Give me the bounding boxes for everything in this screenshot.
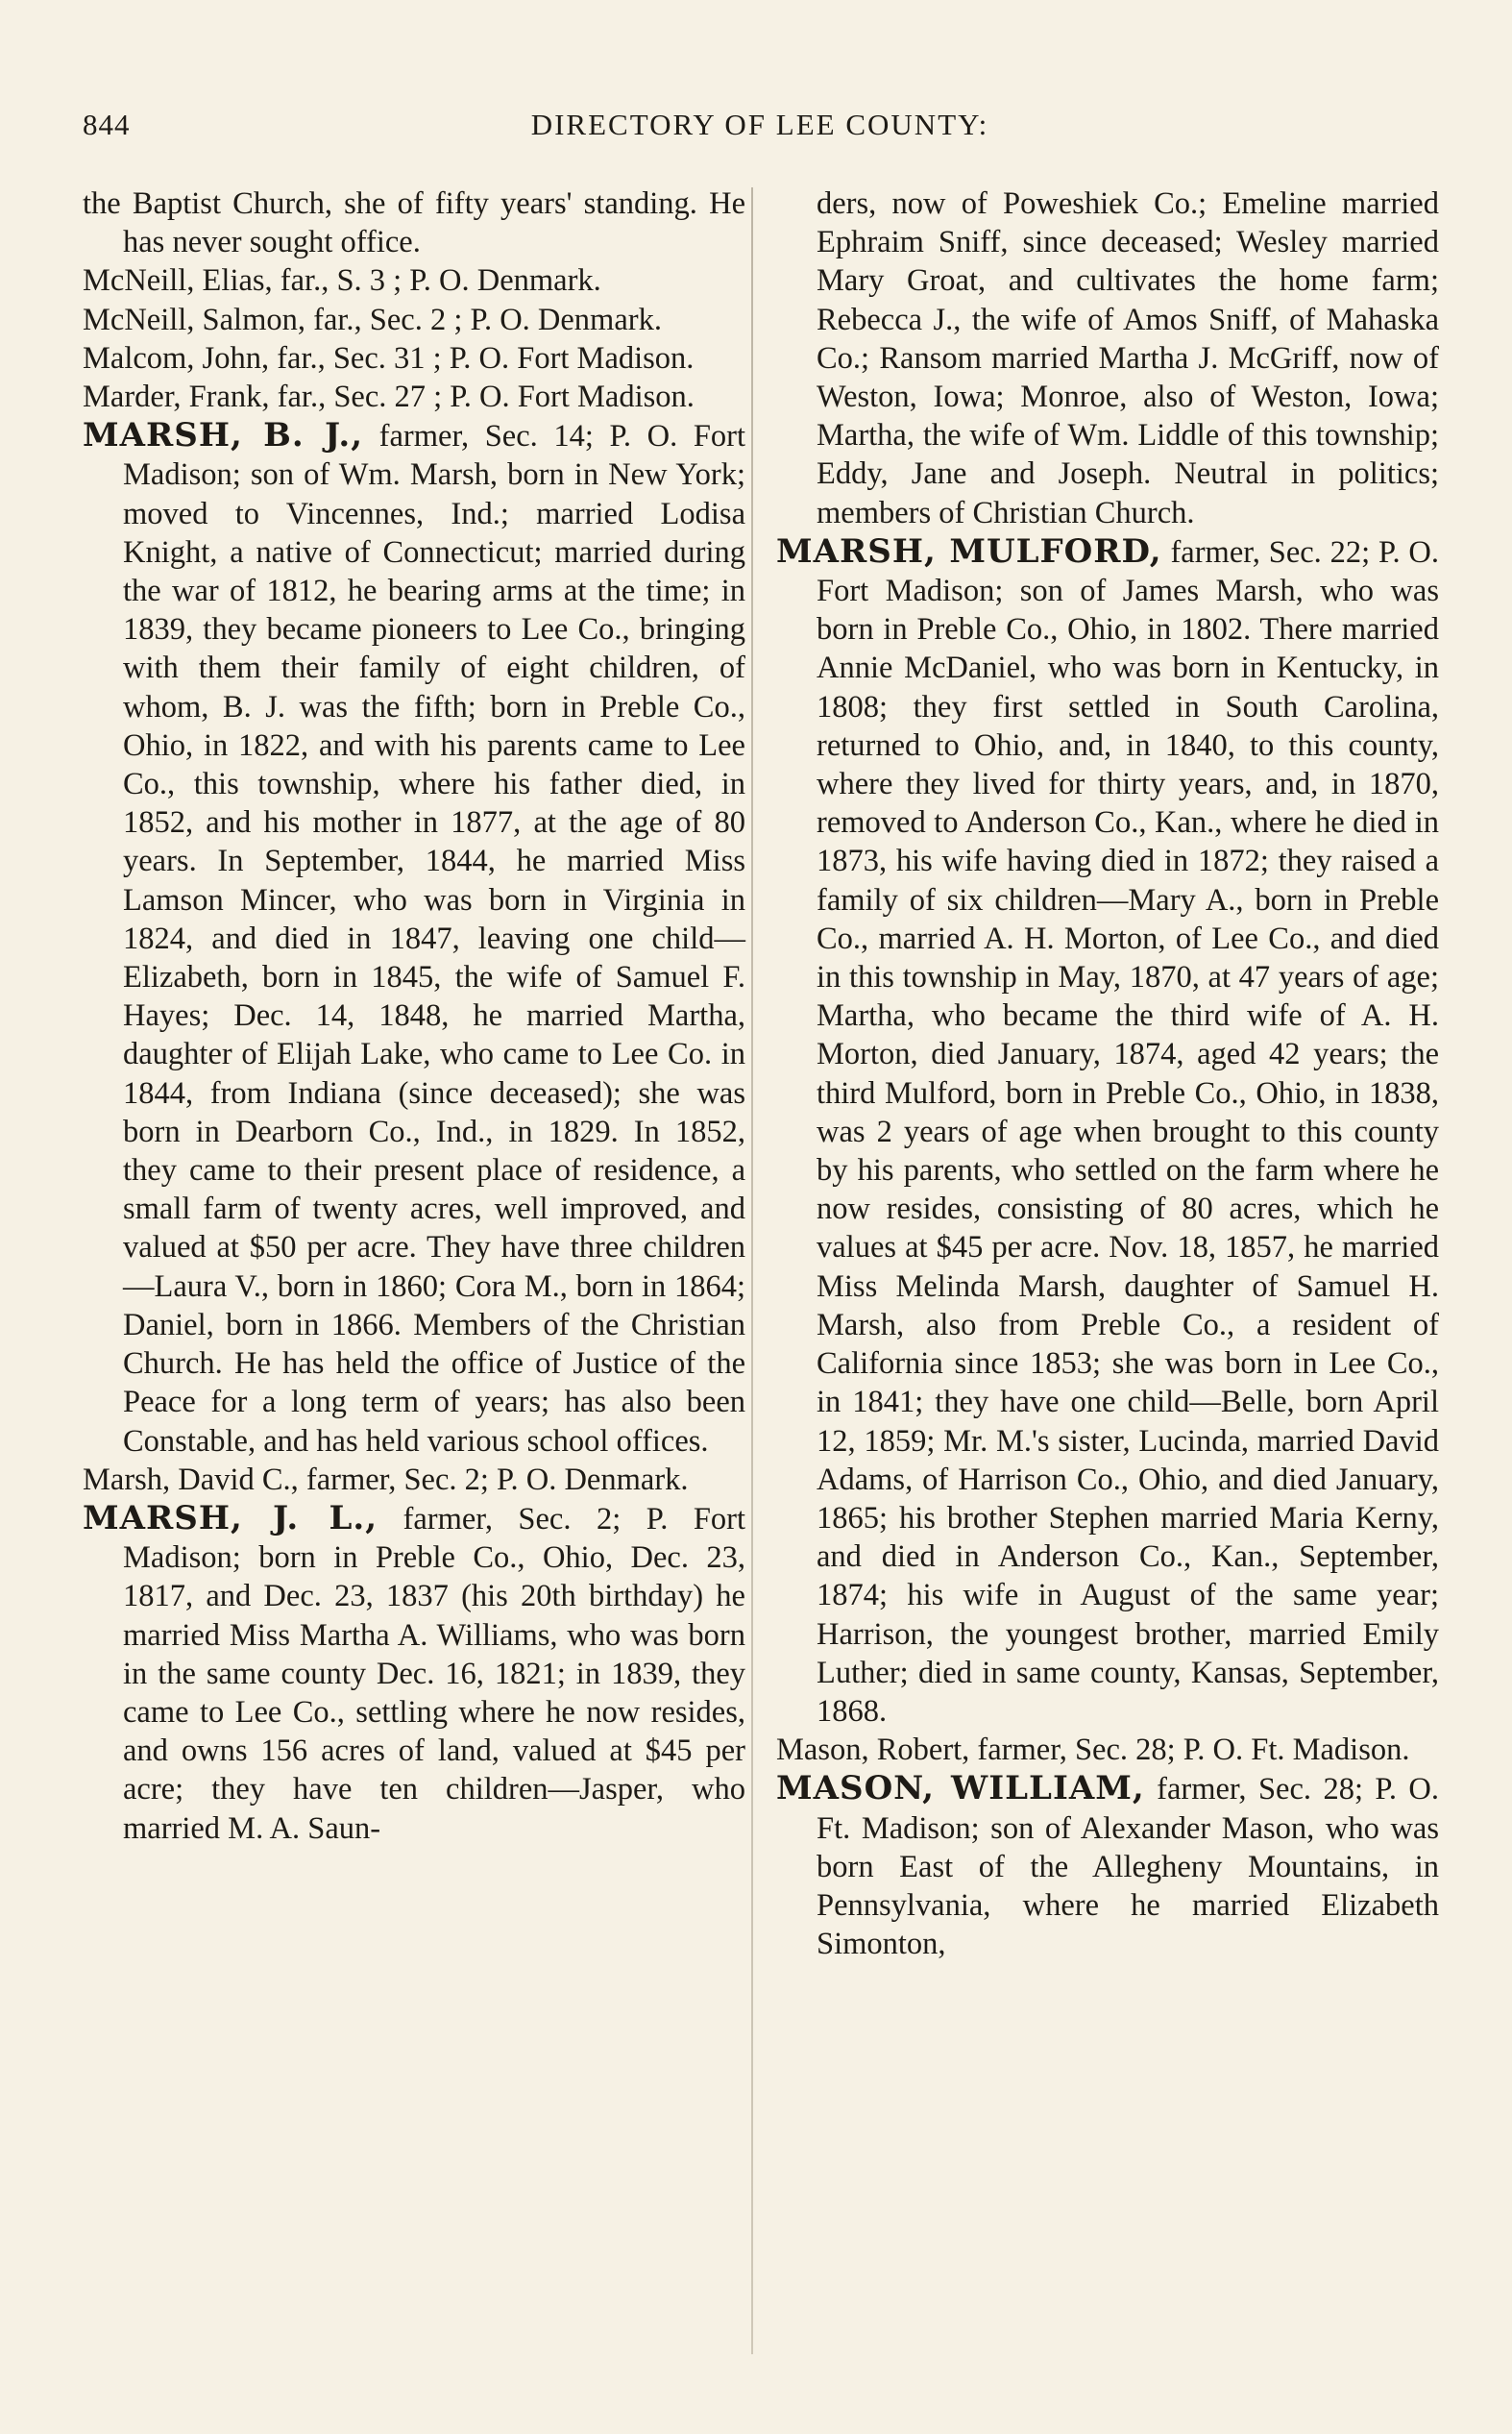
directory-entry <box>83 1499 745 1848</box>
running-title: DIRECTORY OF LEE COUNTY: <box>530 108 989 141</box>
directory-entry <box>83 261 745 300</box>
entry-name: MARSH, MULFORD, <box>776 531 1162 571</box>
entry-text: Marsh, David C., farmer, Sec. 2; P. O. Denmark. <box>83 1462 689 1497</box>
entry-name: MARSH, J. L., <box>83 1498 378 1537</box>
directory-entry <box>83 378 745 416</box>
entry-text: McNeill, Elias, far., S. 3 ; P. O. Denmark. <box>83 263 601 299</box>
directory-entry <box>83 416 745 1460</box>
page-number: 844 <box>83 108 131 141</box>
directory-entry <box>83 301 745 339</box>
column-divider <box>751 187 753 2354</box>
left-column <box>83 184 745 1848</box>
directory-entry <box>776 1769 1439 1963</box>
directory-entry <box>83 1461 745 1499</box>
directory-entry <box>83 184 745 261</box>
directory-entry <box>776 1731 1439 1769</box>
entry-text: the Baptist Church, she of fifty years' standing. He has never sought office. <box>83 186 745 260</box>
directory-entry <box>83 339 745 378</box>
entry-text: McNeill, Salmon, far., Sec. 2 ; P. O. Denmark. <box>83 302 662 337</box>
entry-text: farmer, Sec. 14; P. O. Fort Madison; son of Wm. Marsh, born in New York; moved to Vincennes, Ind.; married Lodisa Knight, a native of Connecticut; married during the war of 1812, he bearing arms at the time; in 1839, they became pioneers to Lee Co., bringing with them their family of eight children, of whom, B. J. was the fifth; born in Preble Co., Ohio, in 1822, and with his parents came to Lee Co., this township, where his father died, in 1852, and his mother in 1877, at the age of 80 years. In September, 1844, he married Miss Lamson Mincer, who was born in Virginia in 1824, and died in 1847, leaving one child—Elizabeth, born in 1845, the wife of Samuel F. Hayes; Dec. 14, 1848, he married Martha, daughter of Elijah Lake, who came to Lee Co. in 1844, from Indiana (since deceased); she was born in Dearborn Co., Ind., in 1829. In 1852, they came to their present place of residence, a small farm of twenty acres, well improved, and valued at $50 per acre. They have three children—Laura V., born in 1860; Cora M., born in 1864; Daniel, born in 1866. Members of the Christian Church. He has held the office of Justice of the Peace for a long term of years; has also been Constable, and has held various school offices. <box>123 419 746 1459</box>
entry-text: Malcom, John, far., Sec. 31 ; P. O. Fort Madison. <box>83 340 695 376</box>
entry-text: farmer, Sec. 2; P. Fort Madison; born in Preble Co., Ohio, Dec. 23, 1817, and Dec. 23, 1837 (his 20th birthday) he married Miss Martha A. Williams, who was born in the same county Dec. 16, 1821; in 1839, they came to Lee Co., settling where he now resides, and owns 156 acres of land, valued at $45 per acre; they have ten children—Jasper, who married M. A. Saun- <box>123 1501 745 1846</box>
entry-text: farmer, Sec. 28; P. O. Ft. Madison; son of Alexander Mason, who was born East of the Allegheny Mountains, in Pennsylvania, where he married Elizabeth Simonton, <box>817 1772 1439 1962</box>
entry-text: Marder, Frank, far., Sec. 27 ; P. O. Fort Madison. <box>83 380 695 415</box>
entry-name: MASON, WILLIAM, <box>776 1769 1145 1808</box>
entry-name: MARSH, B. J., <box>83 416 364 455</box>
right-column <box>776 184 1439 1963</box>
directory-entry <box>776 532 1439 1731</box>
entry-text: ders, now of Poweshiek Co.; Emeline married Ephraim Sniff, since deceased; Wesley married Mary Groat, and cultivates the home farm; Rebecca J., the wife of Amos Sniff, of Mahaska Co.; Ransom married Martha J. McGriff, now of Weston, Iowa; Monroe, also of Weston, Iowa; Martha, the wife of Wm. Liddle of this township; Eddy, Jane and Joseph. Neutral in politics; members of Christian Church. <box>817 186 1439 530</box>
entry-text: Mason, Robert, farmer, Sec. 28; P. O. Ft. Madison. <box>776 1733 1410 1768</box>
page-header <box>83 108 1437 165</box>
entry-text: farmer, Sec. 22; P. O. Fort Madison; son of James Marsh, who was born in Preble Co., Ohio, in 1802. There married Annie McDaniel, who was born in Kentucky, in 1808; they first settled in South Carolina, returned to Ohio, and, in 1840, to this county, where they lived for thirty years, and, in 1870, removed to Anderson Co., Kan., where he died in 1873, his wife having died in 1872; they raised a family of six children—Mary A., born in Preble Co., married A. H. Morton, of Lee Co., and died in this township in May, 1870, at 47 years of age; Martha, who became the third wife of A. H. Morton, died January, 1874, aged 42 years; the third Mulford, born in Preble Co., Ohio, in 1838, was 2 years of age when brought to this county by his parents, who settled on the farm where he now resides, consisting of 80 acres, which he values at $45 per acre. Nov. 18, 1857, he married Miss Melinda Marsh, daughter of Samuel H. Marsh, also from Preble Co., a resident of California since 1853; she was born in Lee Co., in 1841; they have one child—Belle, born April 12, 1859; Mr. M.'s sister, Lucinda, married David Adams, of Harrison Co., Ohio, and died January, 1865; his brother Stephen married Maria Kerny, and died in Anderson Co., Kan., September, 1874; his wife in August of the same year; Harrison, the youngest brother, married Emily Luther; died in same county, Kansas, September, 1868. <box>817 534 1440 1729</box>
directory-entry <box>776 184 1439 532</box>
